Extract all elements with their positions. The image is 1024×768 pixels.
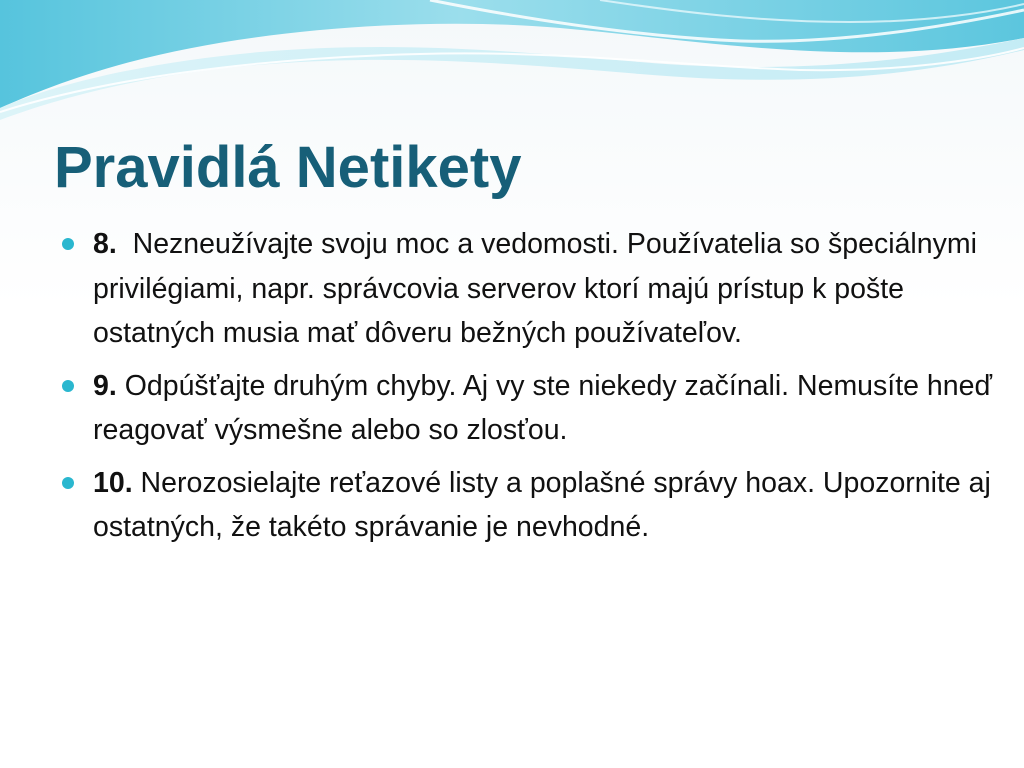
bullet-number: 8. [93,228,117,260]
bullet-dot-icon [62,380,74,392]
bullet-number: 10. [93,466,133,499]
bullet-list [62,222,992,558]
slide-title: Pravidlá Netikety [54,135,522,200]
bullet-text: Odpúšťajte druhým chyby. Aj vy ste niekedy začínali. Nemusíte hneď reagovať výsmešne alebo so zlosťou. [93,369,992,446]
bullet-item [62,222,992,356]
bullet-number: 9. [93,369,117,402]
bullet-item [62,461,992,550]
bullet-dot-icon [62,477,74,489]
header-wave-decoration [0,0,1024,130]
bullet-text: Nezneužívajte svoju moc a vedomosti. Používatelia so špeciálnymi privilégiami, napr. správcovia serverov ktorí majú prístup k pošte ostatných musia mať dôveru bežných používateľov. [93,228,977,349]
bullet-text: Nerozosielajte reťazové listy a poplašné správy hoax. Upozornite aj ostatných, že takéto správanie je nevhodné. [93,466,991,543]
bullet-item [62,364,992,453]
bullet-dot-icon [62,238,74,250]
